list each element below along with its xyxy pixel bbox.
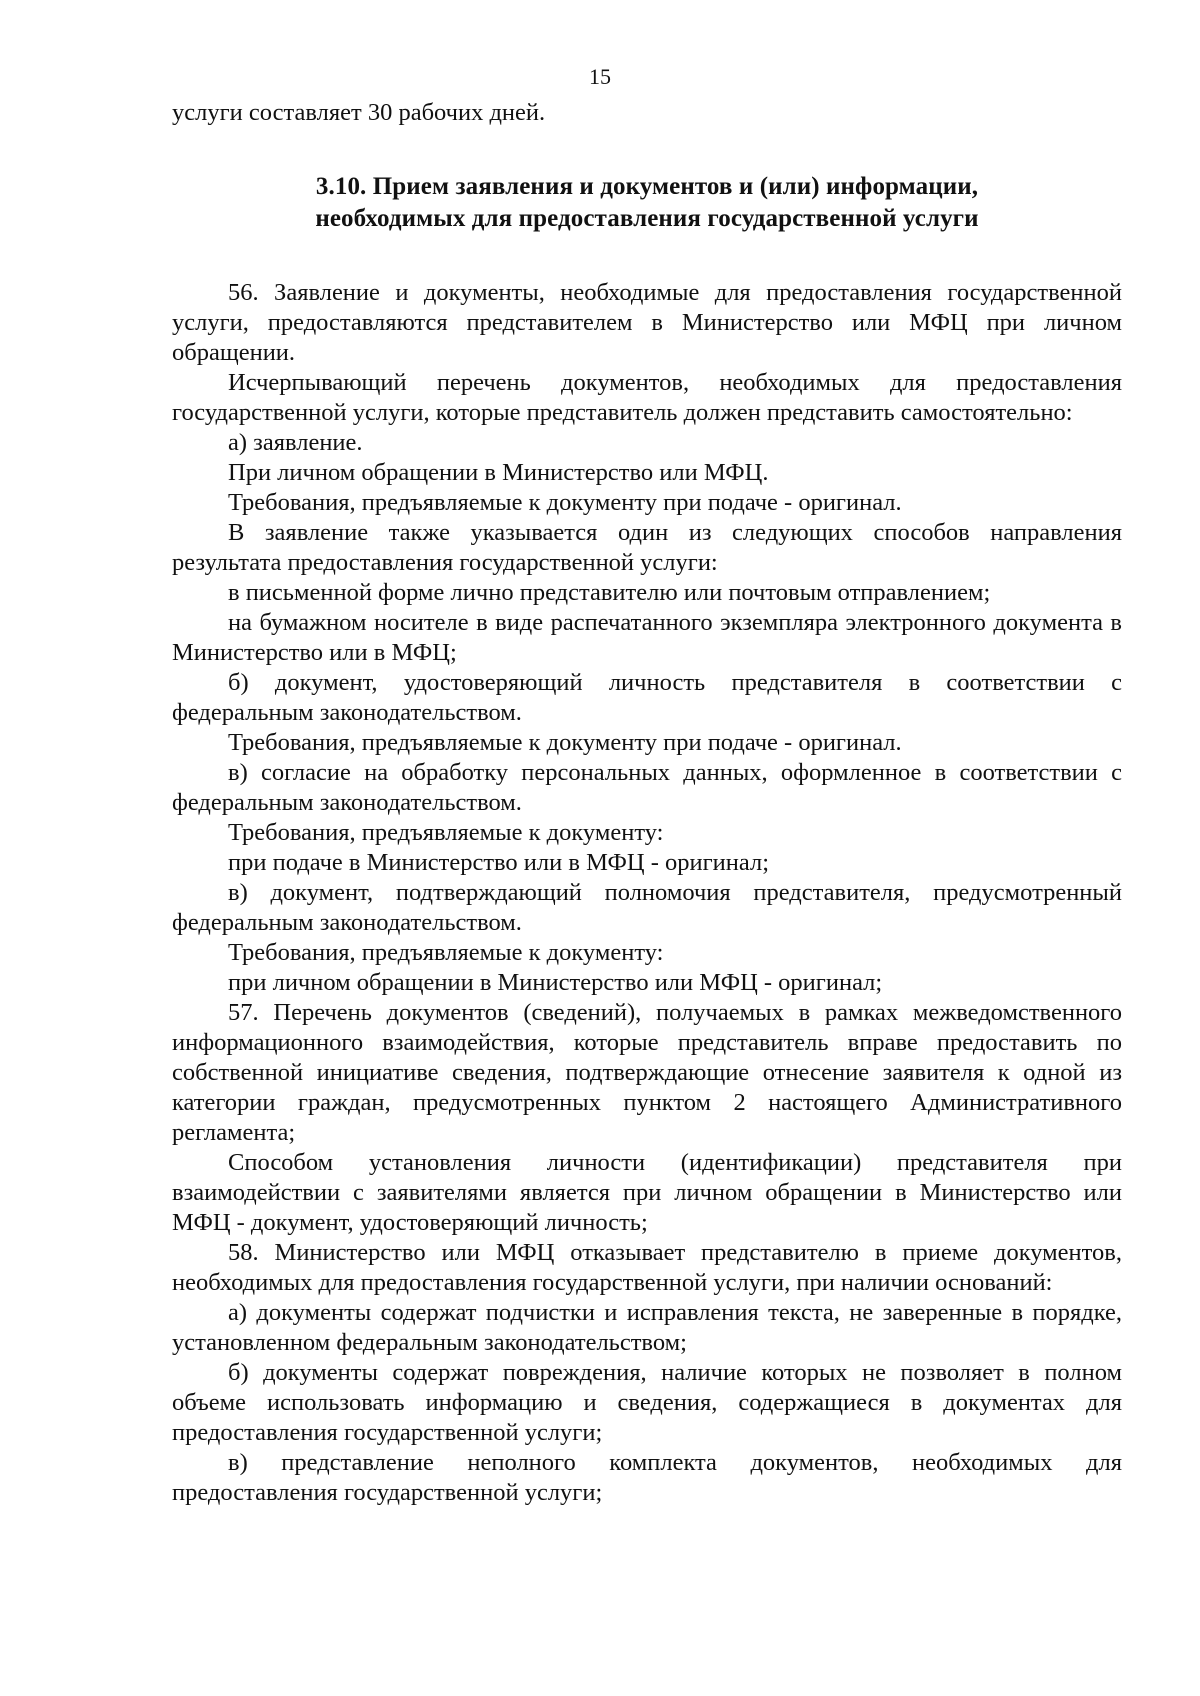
paragraph-requirements-1: Требования, предъявляемые к документу при подаче - оригинал. [228,489,902,516]
paragraph-method-written: в письменной форме лично представителю или почтовым отправлением; [228,579,991,606]
paragraph-refusal-v: в) представление неполного комплекта документов, необходимых для предоставления государственной услуги; [172,1449,1122,1506]
paragraph-refusal-a: а) документы содержат подчистки и исправления текста, не заверенные в порядке, установленном федеральным законодательством; [172,1299,1122,1356]
section-heading-line-1: 3.10. Прием заявления и документов и (или) информации, [315,173,979,200]
paragraph-method-paper: на бумажном носителе в виде распечатанного экземпляра электронного документа в Министерство или в МФЦ; [172,609,1122,666]
paragraph-identification: Способом установления личности (идентификации) представителя при взаимодействии с заявителями является при личном обращении в Министерство или МФЦ - документ, удостоверяющий личность; [172,1149,1122,1236]
paragraph-requirements-4: Требования, предъявляемые к документу: [228,939,664,966]
paragraph-item-v-consent: в) согласие на обработку персональных данных, оформленное в соответствии с федеральным законодательством. [172,759,1122,816]
paragraph-personal-visit: При личном обращении в Министерство или МФЦ. [228,459,769,486]
section-heading [172,171,1122,235]
paragraph-57: 57. Перечень документов (сведений), получаемых в рамках межведомственного информационного взаимодействия, которые представитель вправе предоставить по собственной инициативе сведения, подтверждающие отнесение заявителя к одной из категории граждан, предусмотренных пунктом 2 настоящего Административного регламента; [172,999,1122,1146]
paragraph-list-intro: Исчерпывающий перечень документов, необходимых для предоставления государственной услуги, которые представитель должен представить самостоятельно: [172,369,1122,426]
paragraph-refusal-b: б) документы содержат повреждения, наличие которых не позволяет в полном объеме использовать информацию и сведения, содержащиеся в документах для предоставления государственной услуги; [172,1359,1122,1446]
paragraph-requirements-2: Требования, предъявляемые к документу при подаче - оригинал. [228,729,902,756]
paragraph-item-b: б) документ, удостоверяющий личность представителя в соответствии с федеральным законодательством. [172,669,1122,726]
paragraph-item-a: а) заявление. [228,429,363,456]
document-body [172,98,1122,1508]
section-heading-line-2: необходимых для предоставления государственной услуги [315,205,979,232]
paragraph-56: 56. Заявление и документы, необходимые для предоставления государственной услуги, предоставляются представителем в Министерство или МФЦ при личном обращении. [172,279,1122,366]
paragraph-item-v-authority: в) документ, подтверждающий полномочия представителя, предусмотренный федеральным законодательством. [172,879,1122,936]
paragraph-visit-original: при личном обращении в Министерство или МФЦ - оригинал; [228,969,883,996]
paragraph-submission-original: при подаче в Министерство или в МФЦ - оригинал; [228,849,769,876]
page-number: 15 [589,64,611,89]
paragraph-requirements-3: Требования, предъявляемые к документу: [228,819,664,846]
paragraph-58: 58. Министерство или МФЦ отказывает представителю в приеме документов, необходимых для предоставления государственной услуги, при наличии оснований: [172,1239,1122,1296]
lead-line: услуги составляет 30 рабочих дней. [172,99,546,126]
paragraph-delivery-methods: В заявление также указывается один из следующих способов направления результата предоставления государственной услуги: [172,519,1122,576]
